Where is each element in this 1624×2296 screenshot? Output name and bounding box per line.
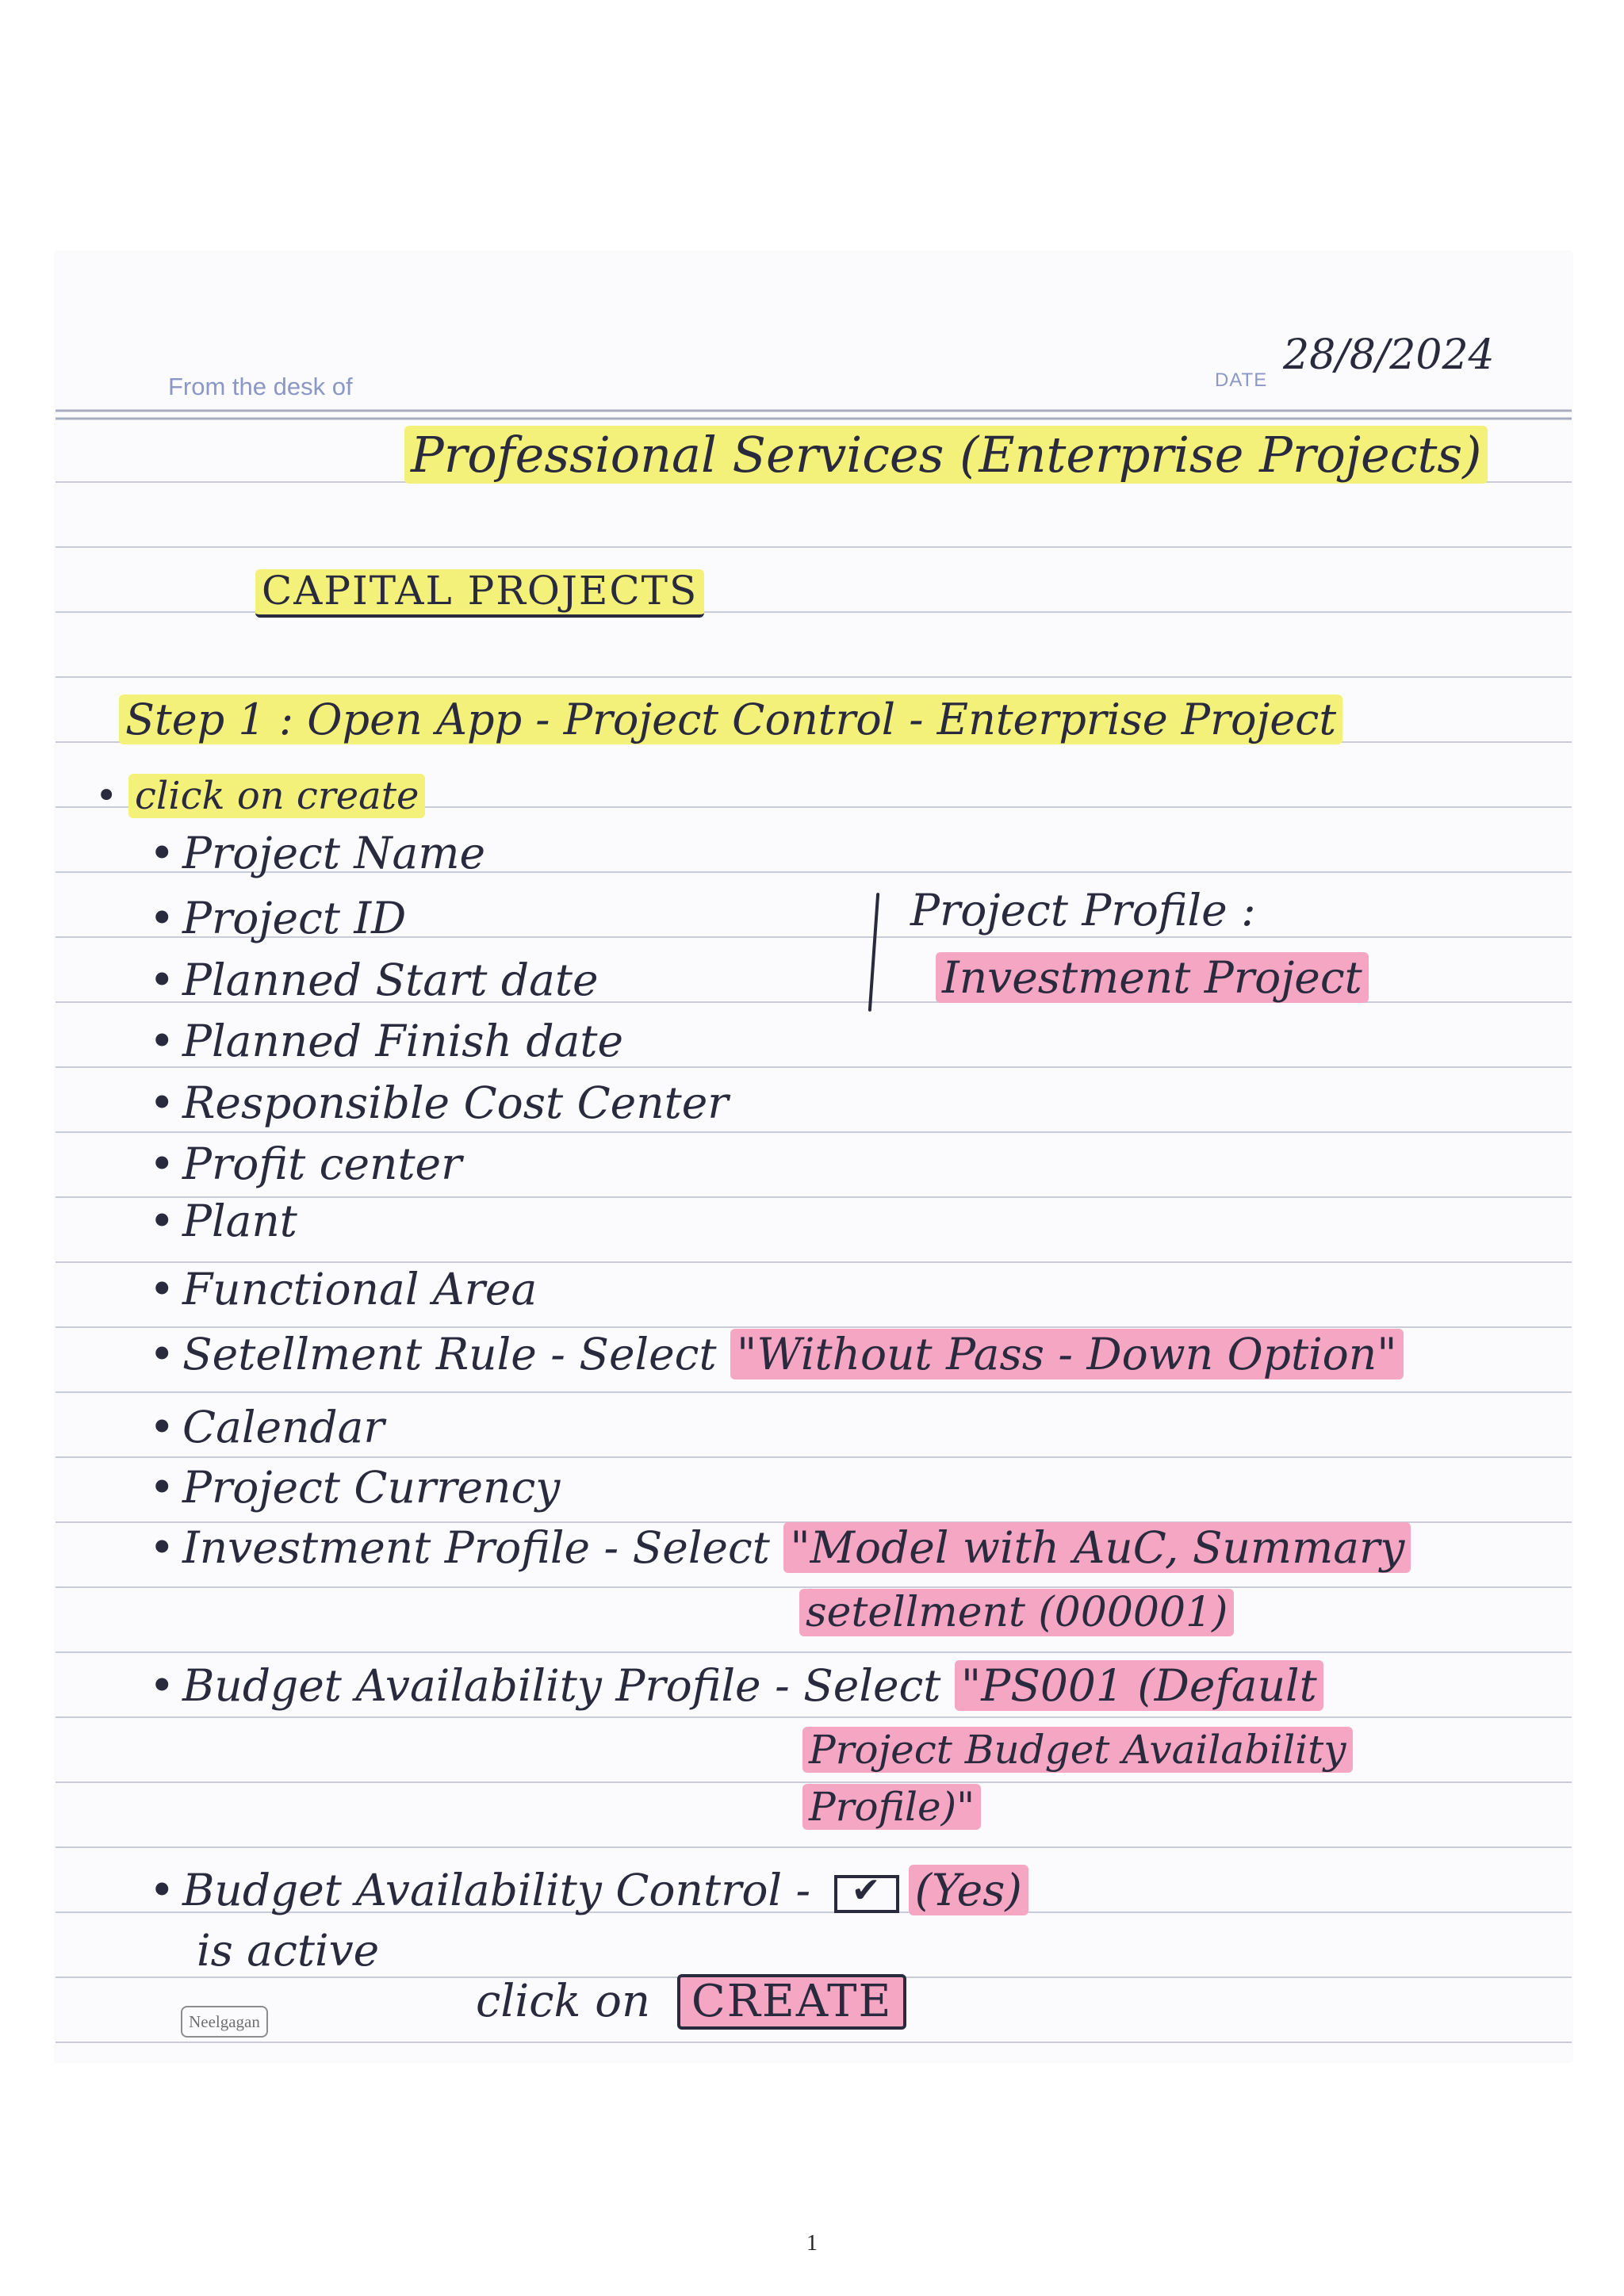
- budget-profile-value-continued: Project Budget Availability: [802, 1728, 1353, 1772]
- field-item: • Planned Start date: [149, 955, 599, 1005]
- brand-logo: Neelgagan: [181, 2006, 268, 2038]
- click-create-text: click on create: [128, 774, 425, 818]
- bullet-icon: •: [149, 1138, 175, 1189]
- field-item: • Planned Finish date: [149, 1016, 624, 1066]
- section-title: CAPITAL PROJECTS: [255, 569, 704, 618]
- budget-control-continued: is active: [197, 1925, 380, 1976]
- budget-control-item: • Budget Availability Control - ✔(Yes): [149, 1866, 1028, 1915]
- page-title: [404, 428, 1488, 482]
- budget-profile-value-end: Profile)": [802, 1785, 981, 1829]
- page-number: 1: [806, 2231, 818, 2256]
- project-profile-value: Investment Project: [936, 954, 1369, 1002]
- budget-control-value: (Yes): [909, 1865, 1028, 1915]
- create-button-drawing: CREATE: [677, 1974, 907, 2030]
- step-text: [119, 695, 1342, 744]
- notebook-page: [56, 252, 1572, 2061]
- step-title: [119, 696, 1342, 743]
- bullet-icon: •: [149, 1016, 175, 1066]
- bullet-icon: •: [149, 1522, 175, 1573]
- page-title-text: Professional Services (Enterprise Projects): [404, 426, 1488, 484]
- bullet-icon: •: [149, 1865, 175, 1915]
- bullet-icon: •: [149, 828, 175, 878]
- bullet-icon: •: [149, 1264, 175, 1314]
- settlement-rule-item: • Setellment Rule - Select "Without Pass - Down Option": [149, 1330, 1404, 1379]
- field-item: • Project Name: [149, 828, 486, 878]
- final-instruction: [476, 1974, 906, 2030]
- budget-profile-value: "PS001 (Default: [955, 1660, 1323, 1711]
- field-item: • Functional Area: [149, 1264, 538, 1314]
- step-prefix: Step 1 :: [125, 695, 308, 744]
- investment-profile-item: • Investment Profile - Select "Model with AuC, Summary: [149, 1524, 1411, 1572]
- bullet-icon: •: [95, 774, 118, 818]
- step-instruction: Open App - Project Control - Enterprise Project: [307, 695, 1337, 744]
- bullet-icon: •: [149, 1660, 175, 1711]
- investment-profile-value-continued: setellment (000001): [799, 1590, 1234, 1636]
- field-item: • Profit center: [149, 1138, 462, 1189]
- currency-item: • Project Currency: [149, 1462, 561, 1513]
- calendar-item: • Calendar: [149, 1402, 385, 1452]
- project-profile-label: Project Profile :: [910, 885, 1256, 936]
- bullet-icon: •: [149, 1462, 175, 1513]
- field-item: • Plant: [149, 1196, 297, 1246]
- settlement-rule-value: "Without Pass - Down Option": [730, 1329, 1403, 1380]
- investment-profile-value: "Model with AuC, Summary: [783, 1522, 1411, 1573]
- field-item: • Project ID: [149, 893, 407, 943]
- date-value: 28/8/2024: [1283, 331, 1495, 379]
- click-create-instruction: [95, 775, 425, 817]
- bullet-icon: •: [149, 1402, 175, 1452]
- bullet-icon: •: [149, 893, 175, 943]
- bullet-icon: •: [149, 1077, 175, 1128]
- bullet-icon: •: [149, 1329, 175, 1380]
- checkbox-checked-icon: [834, 1875, 899, 1913]
- field-item: • Responsible Cost Center: [149, 1077, 729, 1128]
- bullet-icon: •: [149, 955, 175, 1005]
- final-instruction-text: click on: [476, 1976, 665, 2027]
- date-label: DATE: [1215, 369, 1268, 391]
- bullet-icon: •: [149, 1196, 175, 1246]
- budget-profile-item: • Budget Availability Profile - Select "PS001 (Default: [149, 1662, 1323, 1710]
- from-desk-label: From the desk of: [168, 373, 353, 400]
